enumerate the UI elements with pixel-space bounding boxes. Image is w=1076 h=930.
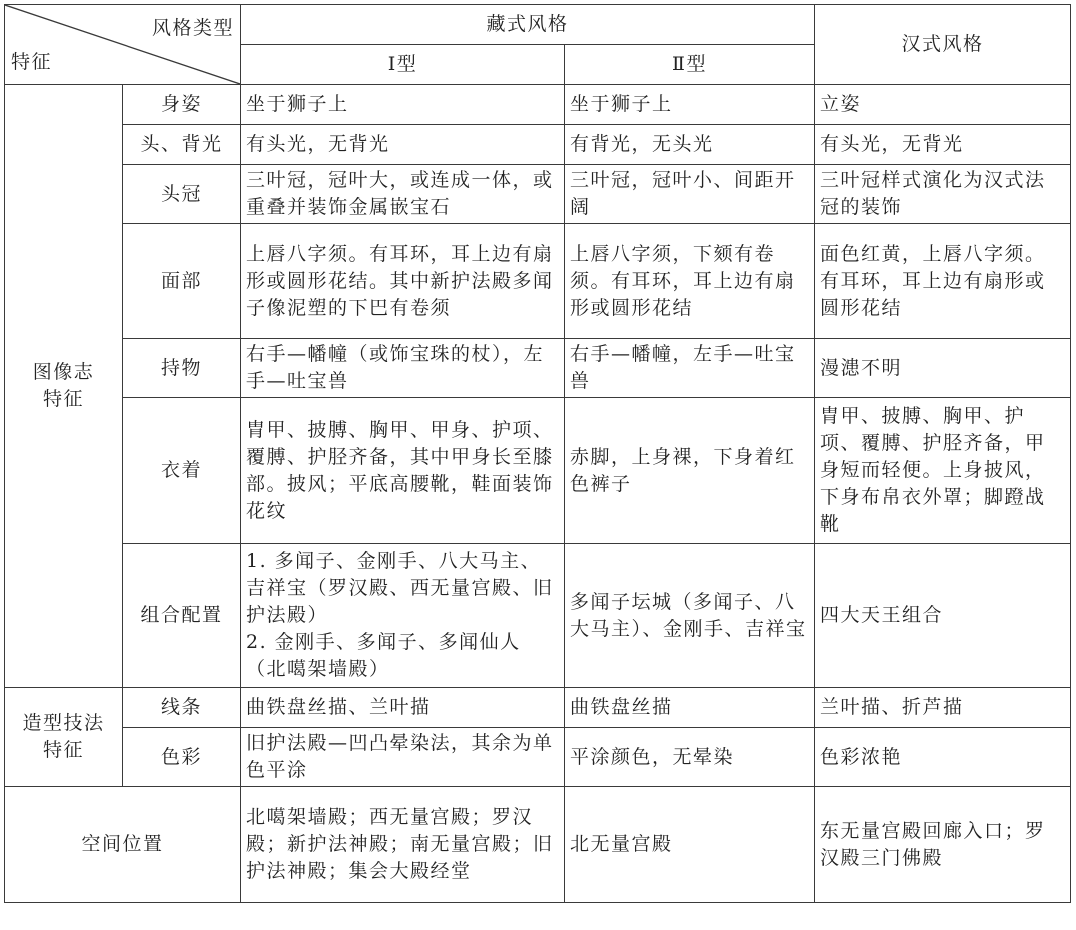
feature-label: 特征 [11, 51, 53, 73]
type2-cell: 上唇八字须，下颏有卷须。有耳环，耳上边有扇形或圆形花结 [565, 224, 815, 339]
table-row [5, 165, 1071, 224]
han-cell: 面色红黄，上唇八字须。有耳环，耳上边有扇形或圆形花结 [815, 224, 1071, 339]
table-row [5, 544, 1071, 688]
type2-cell: 平涂颜色，无晕染 [565, 728, 815, 787]
table-row [5, 85, 1071, 125]
type1-header: Ⅰ型 [241, 45, 565, 85]
han-style-header: 汉式风格 [815, 5, 1071, 85]
table-row [5, 125, 1071, 165]
row-label: 身姿 [123, 85, 241, 125]
row-label: 持物 [123, 339, 241, 398]
type1-cell: 右手—幡幢（或饰宝珠的杖），左手—吐宝兽 [241, 339, 565, 398]
han-cell: 四大天王组合 [815, 544, 1071, 688]
table-row [5, 398, 1071, 544]
type1-cell: 有头光，无背光 [241, 125, 565, 165]
type2-cell: 赤脚，上身裸，下身着红色裤子 [565, 398, 815, 544]
han-cell: 有头光，无背光 [815, 125, 1071, 165]
type1-cell: 北噶架墙殿；西无量宫殿；罗汉殿；新护法神殿；南无量宫殿；旧护法神殿；集会大殿经堂 [241, 787, 565, 903]
row-label: 组合配置 [123, 544, 241, 688]
row-label: 衣着 [123, 398, 241, 544]
type2-header: Ⅱ型 [565, 45, 815, 85]
diagonal-header-cell [5, 5, 241, 85]
type2-cell: 曲铁盘丝描 [565, 688, 815, 728]
row-label: 头、背光 [123, 125, 241, 165]
type1-cell: 曲铁盘丝描、兰叶描 [241, 688, 565, 728]
table-row [5, 787, 1071, 903]
header-row-1 [5, 5, 1071, 45]
type2-cell: 右手—幡幢，左手—吐宝兽 [565, 339, 815, 398]
type2-cell: 三叶冠，冠叶小、间距开阔 [565, 165, 815, 224]
type2-cell: 坐于狮子上 [565, 85, 815, 125]
han-cell: 漫漶不明 [815, 339, 1071, 398]
table-row [5, 339, 1071, 398]
table-row [5, 728, 1071, 787]
type1-cell: 上唇八字须。有耳环，耳上边有扇形或圆形花结。其中新护法殿多闻子像泥塑的下巴有卷须 [241, 224, 565, 339]
han-cell: 立姿 [815, 85, 1071, 125]
type2-cell: 多闻子坛城（多闻子、八大马主）、金刚手、吉祥宝 [565, 544, 815, 688]
table-row [5, 224, 1071, 339]
type1-cell: 胄甲、披膊、胸甲、甲身、护项、覆膊、护胫齐备，其中甲身长至膝部。披风；平底高腰靴，鞋面装饰花纹 [241, 398, 565, 544]
technique-group-label: 造型技法 特征 [5, 688, 123, 787]
han-cell: 胄甲、披膊、胸甲、护项、覆膊、护胫齐备，甲身短而轻便。上身披风，下身布帛衣外罩；脚蹬战靴 [815, 398, 1071, 544]
row-label: 色彩 [123, 728, 241, 787]
type2-cell: 有背光，无头光 [565, 125, 815, 165]
han-cell: 色彩浓艳 [815, 728, 1071, 787]
tibetan-style-header: 藏式风格 [241, 5, 815, 45]
row-label: 线条 [123, 688, 241, 728]
location-label: 空间位置 [5, 787, 241, 903]
table-row [5, 688, 1071, 728]
type1-cell: 1. 多闻子、金刚手、八大马主、吉祥宝（罗汉殿、西无量宫殿、旧护法殿） 2. 金刚手、多闻子、多闻仙人（北噶架墙殿） [241, 544, 565, 688]
type2-cell: 北无量宫殿 [565, 787, 815, 903]
han-cell: 东无量宫殿回廊入口；罗汉殿三门佛殿 [815, 787, 1071, 903]
type1-cell: 旧护法殿—凹凸晕染法，其余为单色平涂 [241, 728, 565, 787]
comparison-table [4, 4, 1071, 903]
row-label: 头冠 [123, 165, 241, 224]
han-cell: 三叶冠样式演化为汉式法冠的装饰 [815, 165, 1071, 224]
style-type-label: 风格类型 [151, 17, 234, 39]
iconography-group-label: 图像志 特征 [5, 85, 123, 688]
row-label: 面部 [123, 224, 241, 339]
type1-cell: 三叶冠，冠叶大，或连成一体，或重叠并装饰金属嵌宝石 [241, 165, 565, 224]
type1-cell: 坐于狮子上 [241, 85, 565, 125]
han-cell: 兰叶描、折芦描 [815, 688, 1071, 728]
